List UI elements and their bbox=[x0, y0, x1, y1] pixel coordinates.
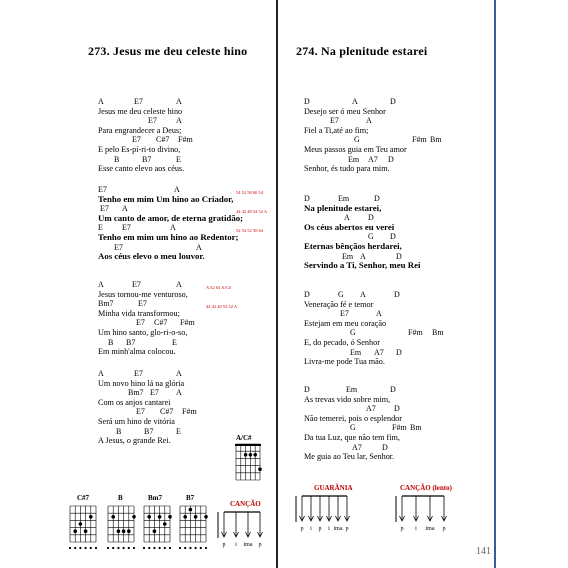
chord-symbol: F#m bbox=[178, 135, 193, 145]
b7-diagram-open bbox=[200, 547, 202, 549]
chord-symbol: E7 bbox=[148, 116, 157, 126]
bm7-diagram-open bbox=[159, 547, 161, 549]
chord-symbol: B bbox=[108, 337, 114, 347]
chord-symbol: D bbox=[388, 154, 394, 164]
lyric-line: Me guia ao Teu lar, Senhor. bbox=[304, 452, 395, 462]
chord-symbol: C#7 bbox=[156, 135, 170, 145]
chord-symbol: A bbox=[376, 309, 382, 319]
lyric-line: Tenho em mim Um hino ao Criador, bbox=[98, 193, 234, 204]
page-number: 141 bbox=[476, 546, 491, 557]
b-diagram-dot bbox=[111, 515, 115, 519]
right-song-title: 274. Na plenitude estarei bbox=[296, 44, 428, 58]
chord-symbol: D bbox=[396, 251, 402, 261]
c7-diagram-open bbox=[95, 547, 97, 549]
chord-symbol: D bbox=[390, 232, 396, 242]
lyric-line: Meus passos guia em Teu amor bbox=[304, 144, 407, 154]
left-strum-letter: p bbox=[222, 542, 226, 548]
bm7-diagram-dot bbox=[153, 529, 157, 533]
bm7-diagram-open bbox=[148, 547, 150, 549]
lyric-line: Um canto de amor, de eterna gratidão; bbox=[98, 212, 244, 223]
b7-diagram-dot bbox=[204, 515, 208, 519]
chord-symbol: E7 bbox=[136, 407, 145, 417]
c7-diagram-open bbox=[85, 547, 87, 549]
b7-diagram-open bbox=[184, 547, 186, 549]
chord-symbol: Bm bbox=[430, 135, 442, 145]
tab-notes: 52 54 52 50 64 bbox=[236, 228, 263, 234]
chord-symbol: B7 bbox=[142, 154, 152, 164]
lyric-line: Aos céus elevo o meu louvor. bbox=[98, 251, 205, 262]
right-cancao-strum-letter: i bbox=[415, 526, 417, 532]
ac-nut bbox=[235, 444, 261, 446]
guarania-label: GUARÂNIA bbox=[314, 484, 353, 492]
lyric-line: Desejo ser ó meu Senhor bbox=[304, 106, 386, 116]
chord-symbol: Em bbox=[348, 154, 360, 164]
chord-symbol: A bbox=[360, 290, 366, 299]
chord-symbol: A bbox=[176, 97, 182, 106]
chord-symbol: G bbox=[338, 290, 344, 299]
c7-diagram-open bbox=[79, 547, 81, 549]
b-diagram-open bbox=[133, 547, 135, 549]
chord-symbol: D bbox=[382, 442, 388, 452]
bm7-diagram-dot bbox=[158, 515, 162, 519]
lyric-line: Tenho em mim um hino ao Redentor; bbox=[98, 231, 239, 242]
lyric-line: Jesus tornou-me venturoso, bbox=[98, 289, 188, 299]
chord-symbol: A bbox=[196, 242, 202, 252]
bm7-diagram-dot bbox=[163, 522, 167, 526]
b-diagram-dot bbox=[127, 529, 131, 533]
lyric-line: Um hino santo, glo-ri-o-so, bbox=[98, 327, 188, 337]
lyric-line: Será um hino de vitória bbox=[98, 416, 175, 426]
tab-notes: 54 52 58 60 54 bbox=[236, 190, 263, 195]
tab-notes: 44 42 40 53 52 A bbox=[206, 304, 238, 310]
b7-diagram-dot bbox=[183, 515, 187, 519]
chord-symbol: F#m bbox=[182, 407, 197, 417]
tab-notes: 44 42 48 54 52 A bbox=[236, 209, 268, 215]
chord-symbol: A bbox=[170, 223, 176, 233]
ac-diagram-dot bbox=[244, 453, 248, 457]
b-diagram-dot bbox=[122, 529, 126, 533]
guarania-strum-letter: p bbox=[300, 526, 304, 532]
chord-symbol: A bbox=[176, 369, 182, 378]
lyric-line: As trevas vido sobre mim, bbox=[304, 394, 391, 404]
tab-notes: A 52 63 A/C# bbox=[206, 285, 231, 290]
lyric-line: Esse canto elevo aos céus. bbox=[98, 164, 185, 174]
b-diagram-dot bbox=[117, 529, 121, 533]
chord-symbol: E7 bbox=[150, 388, 159, 398]
lyric-line: Senhor, és tudo para mim. bbox=[304, 164, 390, 174]
lyric-line: A Jesus, o grande Rei. bbox=[98, 436, 171, 446]
b7-diagram-dot bbox=[189, 508, 193, 512]
lyric-line: Um novo hino lá na glória bbox=[98, 378, 185, 388]
chord-symbol: C#7 bbox=[160, 407, 174, 417]
chord-symbol: Em bbox=[350, 347, 362, 357]
chord-symbol: E bbox=[172, 337, 177, 347]
bm7-diagram-open bbox=[164, 547, 166, 549]
chord-symbol: Bm7 bbox=[128, 388, 144, 398]
b7-diagram-open bbox=[205, 547, 207, 549]
guarania-strum-letter: p bbox=[345, 526, 349, 532]
chord-symbol: Em bbox=[338, 194, 350, 203]
guarania-strum-letter: i bbox=[310, 526, 312, 532]
guarania-strum-letter: ima bbox=[333, 526, 343, 532]
right-cancao-label: CANÇÃO (lento) bbox=[400, 484, 452, 492]
c7-diagram-dot bbox=[84, 529, 88, 533]
chord-symbol: D bbox=[304, 194, 310, 203]
chord-symbol: E bbox=[176, 154, 181, 164]
chord-symbol: A7 bbox=[368, 154, 378, 164]
chord-symbol: A7 bbox=[374, 347, 384, 357]
chord-symbol: Bm bbox=[410, 423, 422, 433]
chord-symbol: D bbox=[368, 213, 374, 223]
chord-symbol: E7 bbox=[114, 242, 123, 252]
c7-diagram-dot bbox=[73, 529, 77, 533]
lyric-line: Não temerei, pois o esplendor bbox=[304, 413, 402, 423]
chord-symbol: B7 bbox=[144, 426, 154, 436]
chord-symbol: G bbox=[368, 232, 374, 242]
left-strum-letter: p bbox=[258, 542, 262, 548]
chord-name-b: B bbox=[118, 494, 123, 502]
chord-symbol: E7 bbox=[330, 116, 339, 126]
bm7-diagram-open bbox=[143, 547, 145, 549]
chord-symbol: D bbox=[304, 385, 310, 394]
chord-symbol: Em bbox=[342, 251, 354, 261]
chord-symbol: E7 bbox=[134, 97, 143, 106]
chord-symbol: B bbox=[114, 154, 120, 164]
c7-diagram-open bbox=[74, 547, 76, 549]
chord-symbol: D bbox=[374, 194, 380, 203]
left-strum-letter: i bbox=[235, 542, 237, 548]
chord-symbol: E7 bbox=[138, 299, 147, 309]
chord-symbol: Em bbox=[346, 385, 358, 394]
left-song-title: 273. Jesus me deu celeste hino bbox=[88, 44, 248, 58]
b7-diagram-open bbox=[195, 547, 197, 549]
chord-symbol: B bbox=[116, 426, 122, 436]
chord-symbol: E7 bbox=[100, 204, 109, 214]
chord-symbol: D bbox=[304, 97, 310, 106]
chord-symbol: B7 bbox=[126, 337, 136, 347]
chord-symbol: D bbox=[390, 97, 396, 106]
b7-diagram-open bbox=[179, 547, 181, 549]
chord-symbol: E7 bbox=[132, 280, 141, 289]
chord-symbol: D bbox=[394, 404, 400, 414]
lyric-line: Fiel a Ti,até ao fim; bbox=[304, 125, 369, 135]
b-diagram-open bbox=[123, 547, 125, 549]
bm7-diagram-open bbox=[169, 547, 171, 549]
chord-symbol: A7 bbox=[366, 404, 376, 414]
b-diagram-dot bbox=[132, 515, 136, 519]
chord-symbol: A bbox=[366, 116, 372, 126]
lyric-line: E pelo Es-pí-ri-to divino, bbox=[98, 144, 181, 154]
ac-diagram-dot bbox=[253, 453, 257, 457]
ac-diagram-dot bbox=[249, 453, 253, 457]
chord-symbol: A bbox=[360, 251, 366, 261]
chord-symbol: D bbox=[396, 347, 402, 357]
chord-name-ac: A/C# bbox=[236, 434, 252, 442]
lyric-line: Com os anjos cantarei bbox=[98, 397, 171, 407]
chord-symbol: F#m bbox=[408, 328, 423, 338]
b-diagram-open bbox=[107, 547, 109, 549]
chord-symbol: C#7 bbox=[154, 318, 168, 328]
guarania-strum-letter: p bbox=[318, 526, 322, 532]
chord-symbol: F#m bbox=[180, 318, 195, 328]
lyric-line: Servindo a Ti, Senhor, meu Rei bbox=[304, 260, 421, 271]
chord-symbol: A bbox=[352, 97, 358, 106]
lyric-line: Jesus me deu celeste hino bbox=[98, 106, 183, 116]
right-cancao-strum-letter: ima bbox=[425, 526, 435, 532]
lyric-line: Veneração fé e temor bbox=[304, 299, 374, 309]
ac-diagram-dot bbox=[258, 467, 262, 471]
left-strum-letter: ima bbox=[243, 542, 253, 548]
chord-symbol: G bbox=[350, 423, 356, 433]
b7-diagram-open bbox=[189, 547, 191, 549]
lyric-line: Da tua Luz, que não tem fim, bbox=[304, 432, 400, 442]
chord-symbol: A bbox=[174, 185, 180, 194]
c7-diagram-dot bbox=[79, 522, 83, 526]
chord-symbol: Bm7 bbox=[98, 299, 114, 309]
chord-symbol: A bbox=[176, 388, 182, 398]
chord-symbol: A bbox=[176, 116, 182, 126]
right-cancao-strum-letter: p bbox=[442, 526, 446, 532]
lyric-line: Na plenitude estarei, bbox=[304, 202, 382, 213]
c7-diagram-open bbox=[69, 547, 71, 549]
lyric-line: Livra-me pode Tua mão. bbox=[304, 357, 385, 367]
chord-symbol: A bbox=[176, 280, 182, 289]
left-cancao-label: CANÇÃO bbox=[230, 500, 261, 508]
b-diagram-open bbox=[117, 547, 119, 549]
chord-name-c7: C#7 bbox=[77, 494, 90, 502]
chord-symbol: D bbox=[394, 290, 400, 299]
chord-symbol: A bbox=[98, 97, 104, 106]
chord-symbol: E7 bbox=[136, 318, 145, 328]
chord-symbol: Bm bbox=[432, 328, 444, 338]
guarania-strum-letter: i bbox=[328, 526, 330, 532]
b-diagram-open bbox=[128, 547, 130, 549]
chord-symbol: A bbox=[98, 280, 104, 289]
lyric-line: Minha vida transformou; bbox=[98, 308, 180, 318]
chord-symbol: F#m bbox=[392, 423, 407, 433]
chord-symbol: E7 bbox=[340, 309, 349, 319]
lyric-line: E, do pecado, ó Senhor bbox=[304, 337, 380, 347]
chord-symbol: E7 bbox=[134, 369, 143, 378]
bm7-diagram-dot bbox=[147, 515, 151, 519]
lyric-line: Eternas bênçãos herdarei, bbox=[304, 240, 402, 251]
lyric-line: Para engrandecer a Deus; bbox=[98, 125, 182, 135]
b-diagram-open bbox=[112, 547, 114, 549]
right-cancao-strum-letter: p bbox=[400, 526, 404, 532]
chord-symbol: A7 bbox=[352, 442, 362, 452]
lyric-line: Os céus abertos eu verei bbox=[304, 221, 395, 232]
chord-symbol: A bbox=[344, 213, 350, 223]
chord-symbol: F#m bbox=[412, 135, 427, 145]
chord-name-bm7: Bm7 bbox=[148, 494, 162, 502]
chord-symbol: E7 bbox=[122, 223, 131, 233]
chord-symbol: D bbox=[304, 290, 310, 299]
chord-symbol: E7 bbox=[98, 185, 107, 194]
bm7-diagram-open bbox=[153, 547, 155, 549]
chord-symbol: G bbox=[350, 328, 356, 338]
chord-name-b7: B7 bbox=[186, 494, 195, 502]
chord-symbol: E bbox=[176, 426, 181, 436]
bm7-diagram-dot bbox=[168, 515, 172, 519]
chord-symbol: E bbox=[98, 223, 103, 233]
chord-symbol: G bbox=[354, 135, 360, 145]
c7-diagram-dot bbox=[89, 515, 93, 519]
chord-symbol: E7 bbox=[132, 135, 141, 145]
chord-symbol: A bbox=[122, 204, 128, 214]
c7-diagram-open bbox=[90, 547, 92, 549]
b7-diagram-dot bbox=[194, 515, 198, 519]
lyric-line: Estejam em meu coração bbox=[304, 318, 387, 328]
chord-symbol: D bbox=[390, 385, 396, 394]
chord-symbol: A bbox=[98, 369, 104, 378]
lyric-line: Em minh'alma colocou. bbox=[98, 347, 176, 357]
